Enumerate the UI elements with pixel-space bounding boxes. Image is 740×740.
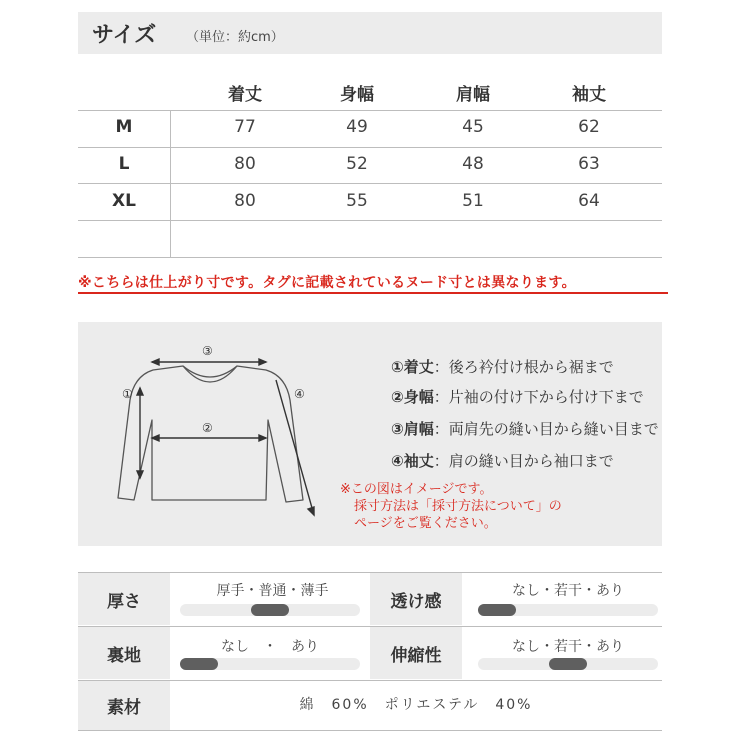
- table-cell: 55: [346, 191, 368, 211]
- table-cell: 80: [234, 191, 256, 211]
- material-value: 綿 60% ポリエステル 40%: [299, 697, 533, 713]
- table-cell: 64: [578, 191, 600, 211]
- measure-line: ①着丈：後ろ衿付け根から裾まで: [391, 358, 614, 376]
- row-label: M: [115, 117, 133, 137]
- marker-1: ①: [122, 387, 133, 401]
- marker-4: ④: [294, 387, 305, 401]
- table-column-divider: [170, 110, 171, 257]
- material-label: 素材: [78, 681, 170, 730]
- measure-line: ④袖丈：肩の縫い目から袖口まで: [391, 452, 614, 470]
- table-divider: [78, 220, 662, 221]
- table-cell: 63: [578, 154, 600, 174]
- tshirt-diagram: [98, 340, 328, 535]
- attribute-options: なし・若干・あり: [512, 639, 624, 655]
- measurement-diagram-panel: [78, 322, 662, 546]
- table-cell: 49: [346, 117, 368, 137]
- size-unit: （単位：約cm）: [186, 30, 284, 45]
- table-divider: [78, 257, 662, 258]
- table-cell: 45: [462, 117, 484, 137]
- attribute-label: 透け感: [370, 573, 462, 625]
- table-cell: 51: [462, 191, 484, 211]
- table-divider: [78, 730, 662, 731]
- level-indicator: [180, 658, 218, 670]
- level-track: [478, 604, 658, 616]
- marker-3: ③: [202, 344, 213, 358]
- column-header: 身幅: [340, 85, 374, 105]
- column-header: 肩幅: [456, 85, 490, 105]
- attribute-options: なし・若干・あり: [512, 583, 624, 599]
- level-track: [180, 658, 360, 670]
- marker-2: ②: [202, 421, 213, 435]
- column-header: 着丈: [228, 85, 262, 105]
- table-cell: 48: [462, 154, 484, 174]
- size-section-header: [78, 12, 662, 54]
- attribute-options: なし ・ あり: [221, 639, 319, 655]
- attribute-label: 厚さ: [78, 573, 170, 625]
- table-cell: 52: [346, 154, 368, 174]
- measure-line: ②身幅：片袖の付け下から付け下まで: [391, 388, 644, 406]
- row-label: XL: [112, 191, 136, 211]
- column-header: 袖丈: [572, 85, 606, 105]
- level-track: [478, 658, 658, 670]
- table-cell: 62: [578, 117, 600, 137]
- level-track: [180, 604, 360, 616]
- measure-line: ③肩幅：両肩先の縫い目から縫い目まで: [391, 420, 659, 438]
- finished-size-note: ※こちらは仕上がり寸です。タグに記載されているヌード寸とは異なります。: [78, 275, 576, 291]
- level-indicator: [549, 658, 587, 670]
- row-label: L: [118, 154, 130, 174]
- image-note-line: ※この図はイメージです。: [340, 482, 493, 497]
- image-note-line: 採寸方法は「採寸方法について」の: [354, 499, 562, 514]
- table-cell: 80: [234, 154, 256, 174]
- table-divider: [78, 183, 662, 184]
- image-note-line: ページをご覧ください。: [354, 516, 497, 531]
- table-cell: 77: [234, 117, 256, 137]
- attribute-options: 厚手・普通・薄手: [216, 583, 329, 599]
- table-divider: [78, 147, 662, 148]
- attribute-label: 伸縮性: [370, 627, 462, 679]
- table-divider: [78, 110, 662, 111]
- note-underline: [78, 292, 668, 294]
- size-title: サイズ: [92, 23, 157, 48]
- attribute-label: 裏地: [78, 627, 170, 679]
- neckline: [183, 366, 237, 382]
- level-indicator: [251, 604, 289, 616]
- level-indicator: [478, 604, 516, 616]
